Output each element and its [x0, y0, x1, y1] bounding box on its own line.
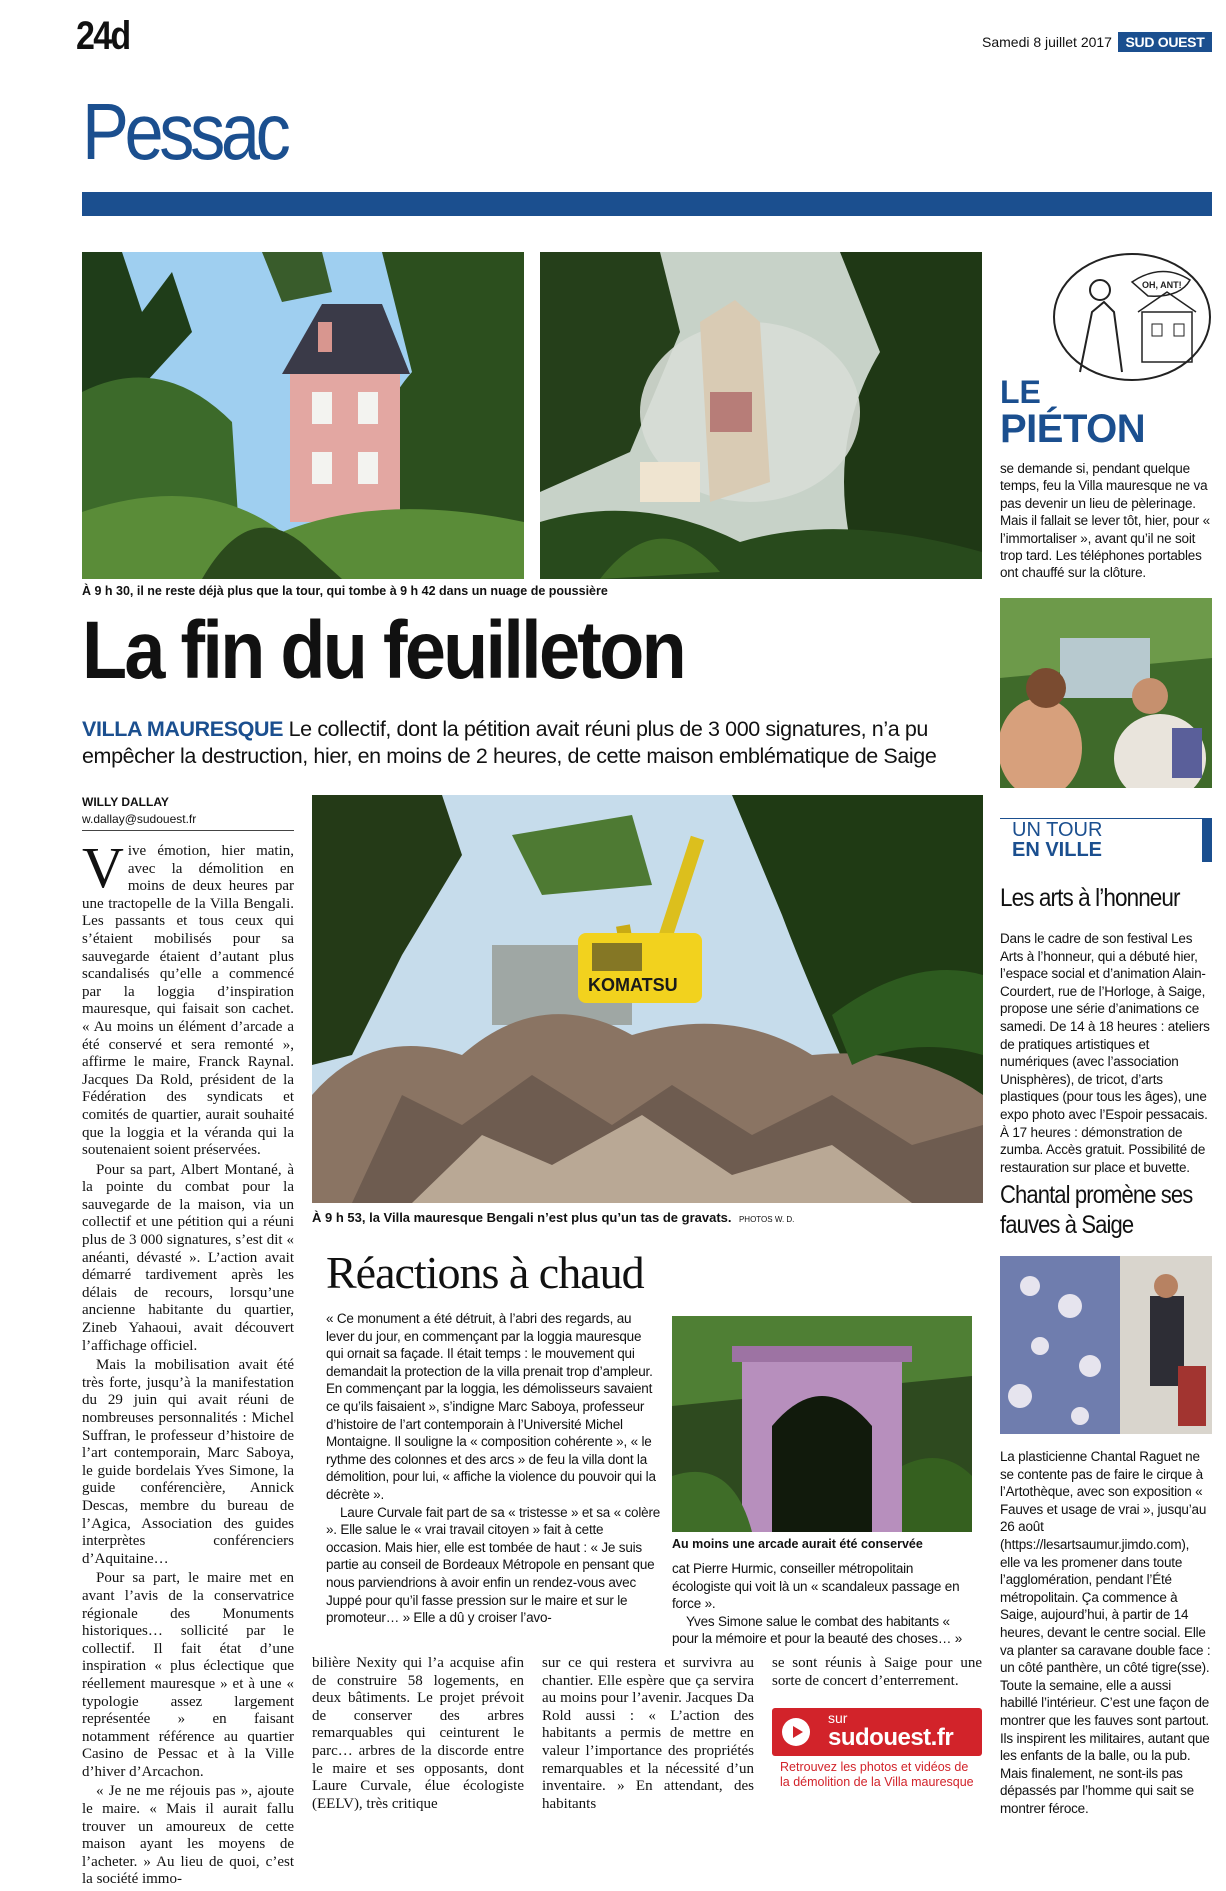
- reactions-title: Réactions à chaud: [326, 1247, 644, 1298]
- arts-title: Les arts à l’honneur: [1000, 884, 1180, 912]
- article-column-3: sur ce qui restera et survivra au chantier. Elle espère que ça servira au moins pour l’avenir. Jacques Da Rold aussi : « L’action des habitants a permis de mettre en valeur l’importance des propriétés remarquables et la nécessité d’un inventaire. » En attendant, des habitants: [542, 1655, 754, 1812]
- pieton-title-line2: PIÉTON: [1000, 407, 1146, 451]
- article-column-4: se sont réunis à Saige pour une sorte de concert d’enterrement.: [772, 1655, 982, 1689]
- reactions-paragraph-3: cat Pierre Hurmic, conseiller métropolitain écologiste qui voit là un « scandaleux passage en force ».: [672, 1561, 960, 1612]
- main-photo-caption-row: [312, 1209, 794, 1227]
- tour-title-line2: EN VILLE: [1012, 839, 1103, 861]
- reactions-column-left: [326, 1310, 662, 1627]
- pieton-title-line1: LE: [1000, 374, 1041, 410]
- chantal-title: Chantal promène ses fauves à Saige: [1000, 1181, 1193, 1239]
- promo-sur: sur: [828, 1710, 848, 1726]
- article-paragraph-3: Mais la mobilisation avait été très forte, jusqu’à la manifestation du 29 juin qui avait réuni de nombreuses personnalités : Michel Suffran, le professeur d’histoire de l’art contemporain, Marc Saboya, le guide bordelais Yves Simone, la guide conférencière, Annick Descas, membre du bureau de l’Agica, Association des guides interprètes conférenciers d’Aquitaine…: [82, 1357, 294, 1567]
- article-column-1: [82, 835, 294, 1891]
- photo-chantal-installation: [1000, 1256, 1212, 1434]
- section-title: Pessac: [82, 87, 287, 176]
- photo-credit: PHOTOS W. D.: [738, 1215, 795, 1224]
- photo-arcade: [672, 1316, 972, 1532]
- reactions-paragraph-1: « Ce monument a été détruit, à l’abri des regards, au lever du jour, en commençant par la loggia mauresque qui ornait sa façade. Il était temps : le mouvement qui demandait la protection de la villa prenait trop d’ampleur. En commençant par la loggia, les démolisseurs savaient ce qu’ils faisaient », s’indigne Marc Saboya, professeur d’histoire de l’art contemporain à l’Université Michel Montaigne. Il souligne la « composition cohérente », « le rythme des colonnes et des arcs » de feu la villa dont la démolition, pour lui, « affiche la violence du pouvoir qui la décrète ».: [326, 1311, 656, 1502]
- brand-logo: SUD OUEST: [1118, 32, 1212, 52]
- author-email: w.dallay@sudouest.fr: [82, 812, 197, 826]
- photo-main-demolition: [312, 795, 983, 1203]
- promo-site: sudouest.fr: [828, 1724, 954, 1751]
- reactions-paragraph-2: Laure Curvale fait part de sa « tristesse » et sa « colère ». Elle salue le « vrai travail citoyen » fait à cette occasion. Mais hier, elle est tombée de haut : « Je suis partie au conseil de Bordeaux Métropole en pensant que nous parviendrions à avoir enfin un rendez-vous avec Juppé pour qu’il fasse pression sur le maire et sur le promoteur… » Elle a dû y croiser l’avo-: [326, 1504, 661, 1626]
- top-photos-caption: À 9 h 30, il ne reste déjà plus que la tour, qui tombe à 9 h 42 dans un nuage de poussière: [82, 584, 608, 598]
- article-paragraph-2: Pour sa part, Albert Montané, à la pointe du combat pour la sauvegarde de la maison, via un collectif et une pétition qui a réuni plus de 3 000 signatures, s’est dit « anéanti, dévasté ». L’action avait démarré tardivement après les délais de recours, lorsqu’une ancienne habitante du quartier, Zineb Yahaoui, avait découvert l’affichage officiel.: [82, 1161, 294, 1354]
- issue-date: Samedi 8 juillet 2017: [982, 34, 1112, 50]
- lede: [82, 716, 982, 770]
- section-rule: [82, 192, 1212, 216]
- pieton-text: se demande si, pendant quelque temps, feu la Villa mauresque ne va pas devenir un lieu de pèlerinage. Mais il fallait se lever tôt, hier, pour « l’immortaliser », avant qu’il ne soit trop tard. Les téléphones portables ont chauffé sur la clôture.: [1000, 461, 1210, 581]
- headline: La fin du feuilleton: [82, 605, 684, 696]
- main-photo-caption: À 9 h 53, la Villa mauresque Bengali n’est plus qu’un tas de gravats.: [312, 1210, 732, 1225]
- article-paragraph-4: Pour sa part, le maire met en avant l’avis de la conservatrice régionale des Monuments historiques… sollicité par le collectif. Il fait état d’une inspiration « plus éclectique que réellement mauresque » et à une « typologie assez largement représentée » en faisant notamment référence au quartier Casino de Pessac et à la Ville d’hiver d’Arcachon.: [82, 1570, 294, 1780]
- photo-tower-collapse: [540, 252, 982, 579]
- tour-title-line1: UN TOUR: [1012, 819, 1103, 841]
- article-paragraph-5: « Je ne me réjouis pas », ajoute le maire. « Mais il aurait fallu trouver un amoureux de cette maison ayant les moyens de l’acheter. » Au lieu de quoi, c’est la société immo-: [82, 1783, 294, 1888]
- machine-label: KOMATSU: [588, 975, 678, 995]
- pieton-cartoon: [1052, 252, 1212, 382]
- reactions-paragraph-4: Yves Simone salue le combat des habitants « pour la mémoire et pour la beauté des choses… »: [672, 1613, 963, 1647]
- promo-text[interactable]: Retrouvez les photos et vidéos de la démolition de la Villa mauresque: [780, 1760, 974, 1789]
- photo-house-before: [82, 252, 524, 579]
- kicker: VILLA MAURESQUE: [82, 717, 284, 741]
- article-paragraph-1: ive émotion, hier matin, avec la démolition en moins de deux heures par une tractopelle de la Villa Bengali. Les passants et tous ceux qui s’étaient mobilisés pour sa sauvegarde étaient d’autant plus scandalisés qu’elle a commencé par la loggia d’inspiration mauresque, qui faisait son cachet. « Au moins un élément d’arcade a été conservé et sera remonté », affirme le maire, Franck Raynal. Jacques Da Rold, président de la Fédération des syndicats et comités de quartier, aurait souhaité que la loggia et la véranda qui la soutenaient soient préservées.: [82, 843, 294, 1159]
- sudouest-promo[interactable]: [772, 1708, 982, 1756]
- photo-onlookers: [1000, 598, 1212, 788]
- article-column-2: bilière Nexity qui l’a acquise afin de construire 58 logements, en deux bâtiments. Le projet prévoit de conserver des arbres remarquables qui ceinturent le parc… arbres de la discorde entre le maire et ses opposants, dont Laure Curvale, élue écologiste (EELV), très critique: [312, 1655, 524, 1812]
- reactions-column-right: [672, 1560, 972, 1648]
- lede-text: Le collectif, dont la pétition avait réuni plus de 3 000 signatures, n’a pu empêcher la destruction, hier, en moins de 2 heures, de cette maison emblématique de Saige: [82, 717, 937, 768]
- video-play-icon: [782, 1718, 810, 1746]
- cartoon-bubble: OH, ANT!: [1142, 280, 1182, 290]
- arcade-caption: Au moins une arcade aurait été conservée: [672, 1537, 923, 1551]
- author-rule: [82, 830, 294, 831]
- author-name: WILLY DALLAY: [82, 795, 169, 809]
- dropcap: V: [82, 835, 124, 900]
- chantal-text: La plasticienne Chantal Raguet ne se contente pas de faire le cirque à l’Artothèque, avec son exposition « Fauves et usage de vrai », jusqu’au 26 août (https://lesartsaumur.jimdo.com), elle va les promener dans toute l’agglomération, pendant l’Été métropolitain. Ça commence à Saige, aujourd’hui, à partir de 14 heures, devant le centre social. Elle va planter sa caravane double face : un côté panthère, un côté tigre(sse). Toute la semaine, elle a aussi habillé l’intérieur. C’est une façon de montrer que les fauves sont partout. Ils inspirent les militaires, autant que les enfants de la balle, ou la pub. Mais finalement, ne sont-ils pas dépassés par l’homme qui sait se montrer féroce.: [1000, 1449, 1211, 1816]
- page-number: 24d: [76, 14, 130, 58]
- arts-text: Dans le cadre de son festival Les Arts à l’honneur, qui a débuté hier, l’espace social et d’animation Alain-Courdert, rue de l’Horloge, à Saige, propose une série d’animations ce samedi. De 14 à 18 heures : ateliers de pratiques artistiques et numériques (avec l’association Unisphères), de tricot, d’arts plastiques (pour tous les âges), une expo photo avec l’Espoir pessacais. À 17 heures : démonstration de zumba. Accès gratuit. Possibilité de restauration sur place et buvette.: [1000, 931, 1210, 1175]
